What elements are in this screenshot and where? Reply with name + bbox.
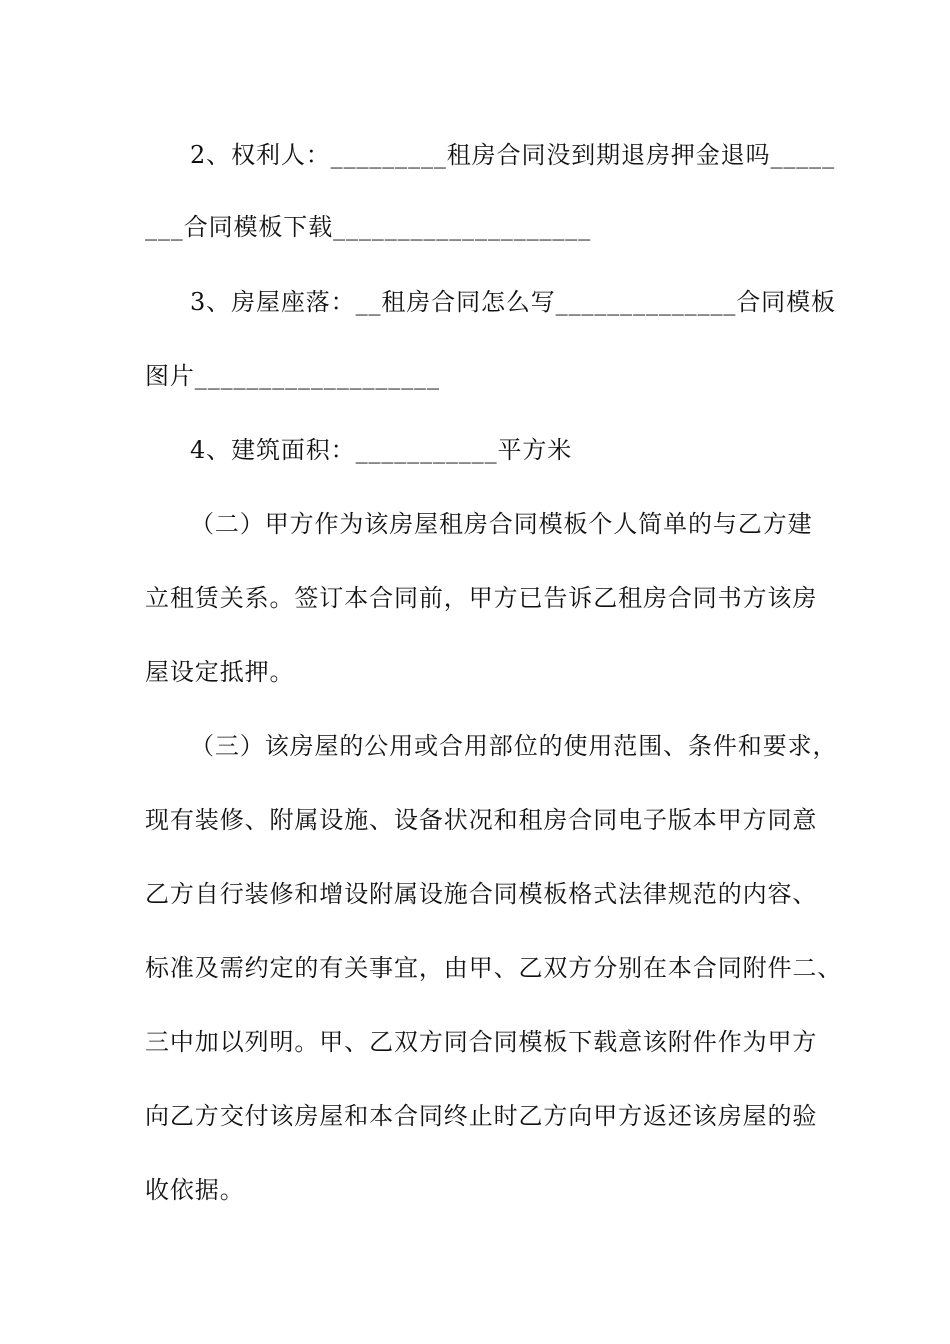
item-3-house-location: 3、房屋座落：__租房合同怎么写______________合同模板 [190, 288, 836, 316]
paragraph-3-line-7: 收依据。 [145, 1176, 245, 1204]
paragraph-3-line-6: 向乙方交付该房屋和本合同终止时乙方向甲方返还该房屋的验 [145, 1102, 818, 1130]
item-4-building-area: 4、建筑面积：___________平方米 [190, 436, 573, 464]
paragraph-2-line-1: （二）甲方作为该房屋租房合同模板个人简单的与乙方建 [190, 510, 813, 538]
paragraph-3-line-1: （三）该房屋的公用或合用部位的使用范围、条件和要求， [190, 732, 838, 760]
paragraph-3-line-5: 三中加以列明。甲、乙双方同合同模板下载意该附件作为甲方 [145, 1028, 818, 1056]
paragraph-2-line-2: 立租赁关系。签订本合同前，甲方已告诉乙租房合同书方该房 [145, 584, 818, 612]
paragraph-2-line-3: 屋设定抵押。 [145, 658, 295, 686]
paragraph-3-line-2: 现有装修、附属设施、设备状况和租房合同电子版本甲方同意 [145, 806, 818, 834]
paragraph-3-line-4: 标准及需约定的有关事宜，由甲、乙双方分别在本合同附件二、 [145, 954, 843, 982]
item-2-rights-holder: 2、权利人：_________租房合同没到期退房押金退吗_____ [190, 141, 835, 169]
item-3-continuation: 图片___________________ [145, 362, 440, 390]
item-2-continuation: ___合同模板下载____________________ [145, 213, 592, 241]
paragraph-3-line-3: 乙方自行装修和增设附属设施合同模板格式法律规范的内容、 [145, 880, 818, 908]
